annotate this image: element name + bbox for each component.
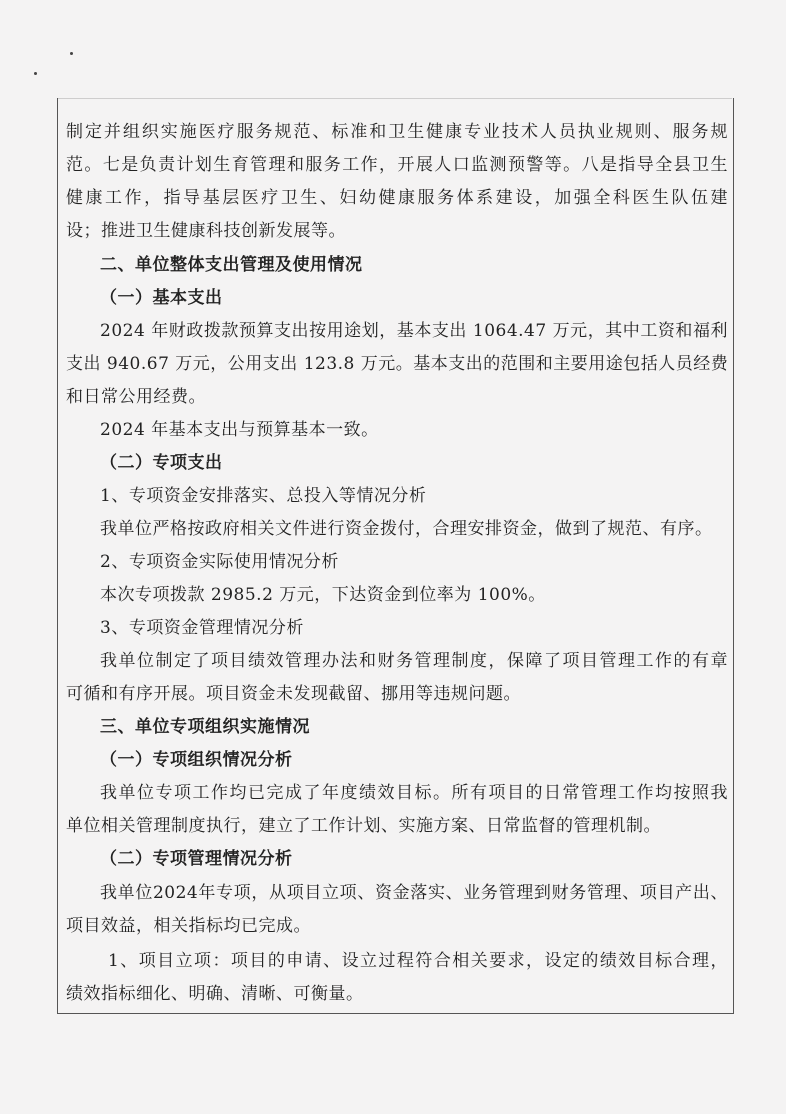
scan-speck (34, 72, 37, 75)
paragraph-line: 范。七是负责计划生育管理和服务工作，开展人口监测预警等。八是指导全县卫生 (66, 155, 728, 175)
subsection-heading: （一）基本支出 (100, 288, 223, 308)
paragraph-line: 支出 940.67 万元，公用支出 123.8 万元。基本支出的范围和主要用途包括人员经费 (66, 354, 729, 374)
paragraph-line: 2024 年财政拨款预算支出按用途划，基本支出 1064.47 万元，其中工资和福利 (100, 321, 728, 341)
section-heading: 三、单位专项组织实施情况 (100, 717, 310, 737)
scan-speck (70, 52, 73, 55)
paragraph-line: 健康工作，指导基层医疗卫生、妇幼健康服务体系建设，加强全科医生队伍建 (66, 188, 728, 208)
item-heading: 2、专项资金实际使用情况分析 (100, 552, 339, 572)
paragraph-line: 1、项目立项：项目的申请、设立过程符合相关要求，设定的绩效目标合理， (108, 951, 728, 971)
paragraph-line: 项目效益，相关指标均已完成。 (66, 916, 311, 936)
paragraph-line: 单位相关管理制度执行，建立了工作计划、实施方案、日常监督的管理机制。 (66, 816, 661, 836)
paragraph-line: 和日常公用经费。 (66, 387, 206, 407)
section-heading: 二、单位整体支出管理及使用情况 (100, 255, 363, 275)
paragraph-line: 绩效指标细化、明确、清晰、可衡量。 (66, 984, 364, 1004)
paragraph-line: 我单位2024年专项，从项目立项、资金落实、业务管理到财务管理、项目产出、 (100, 883, 728, 903)
paragraph-line: 本次专项拨款 2985.2 万元，下达资金到位率为 100%。 (100, 585, 546, 605)
subsection-heading: （二）专项管理情况分析 (100, 849, 293, 869)
paragraph-line: 制定并组织实施医疗服务规范、标准和卫生健康专业技术人员执业规则、服务规 (66, 122, 728, 142)
subsection-heading: （一）专项组织情况分析 (100, 750, 293, 770)
paragraph-line: 我单位专项工作均已完成了年度绩效目标。所有项目的日常管理工作均按照我 (100, 783, 728, 803)
paragraph-line: 我单位严格按政府相关文件进行资金拨付，合理安排资金，做到了规范、有序。 (100, 519, 713, 539)
item-heading: 3、专项资金管理情况分析 (100, 618, 304, 638)
paragraph-line: 可循和有序开展。项目资金未发现截留、挪用等违规问题。 (66, 684, 521, 704)
paragraph-line: 设；推进卫生健康科技创新发展等。 (66, 221, 346, 241)
subsection-heading: （二）专项支出 (100, 453, 223, 473)
item-heading: 1、专项资金安排落实、总投入等情况分析 (100, 486, 427, 506)
paragraph-line: 2024 年基本支出与预算基本一致。 (100, 420, 379, 440)
paragraph-line: 我单位制定了项目绩效管理办法和财务管理制度，保障了项目管理工作的有章 (100, 651, 728, 671)
